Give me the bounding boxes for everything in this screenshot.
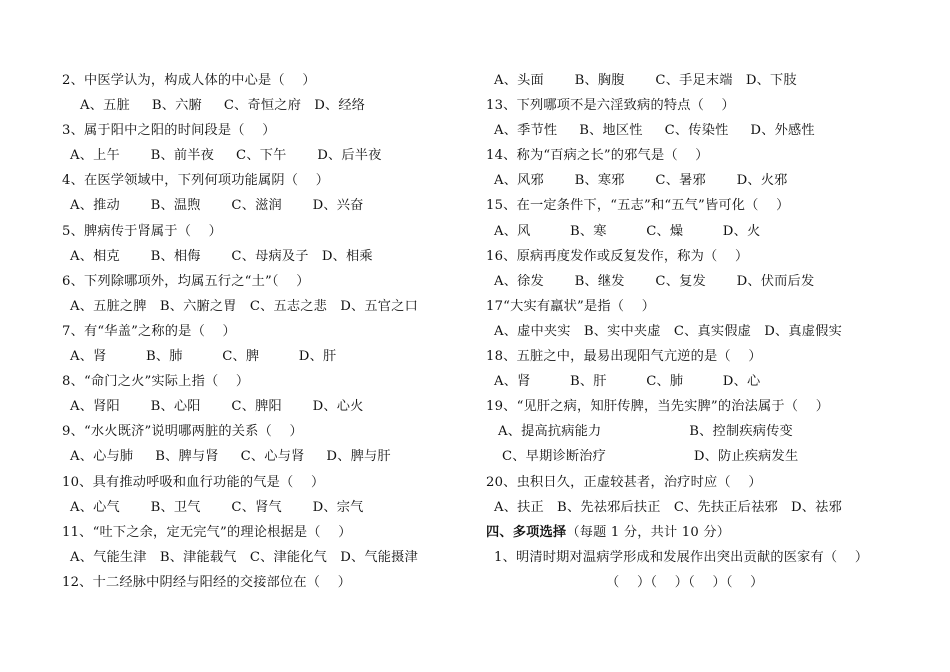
- line-text: 6、下列除哪项外，均属五行之“土”（ ）: [62, 273, 310, 289]
- line-text: 16、原病再度发作或反复发作，称为（ ）: [486, 248, 749, 264]
- line-text: A、徐发 B、继发 C、复发 D、伏而后发: [494, 273, 815, 289]
- line-text: A、虚中夹实 B、实中夹虚 C、真实假虚 D、真虚假实: [494, 323, 842, 339]
- option-line: [486, 419, 926, 444]
- question-line: [486, 244, 926, 269]
- line-text: A、头面 B、胸腹 C、手足末端 D、下肢: [494, 73, 797, 88]
- section-heading: [486, 520, 926, 545]
- line-text: C、早期诊断治疗 D、防止疾病发生: [502, 449, 799, 465]
- option-line: [486, 319, 926, 344]
- line-text: 12、十二经脉中阴经与阳经的交接部位在（ ）: [62, 574, 352, 590]
- line-text: 20、虫积日久，正虚较甚者，治疗时应（ ）: [486, 474, 762, 490]
- line-text: A、五脏 B、六腑 C、奇恒之府 D、经络: [80, 98, 366, 114]
- line-text: A、心气 B、卫气 C、肾气 D、宗气: [70, 499, 364, 515]
- line-text: A、推动 B、温煦 C、滋润 D、兴奋: [70, 198, 364, 214]
- line-text: A、肾 B、肝 C、肺 D、心: [494, 374, 761, 390]
- line-text: A、心与肺 B、脾与肾 C、心与肾 D、脾与肝: [70, 449, 391, 465]
- line-text: 8、“命门之火”实际上指（ ）: [62, 374, 250, 390]
- option-line: [486, 495, 926, 520]
- line-text: A、扶正 B、先祛邪后扶正 C、先扶正后祛邪 D、祛邪: [494, 499, 842, 515]
- option-line: [62, 394, 467, 419]
- line-text: A、提高抗病能力 B、控制疾病传变: [498, 424, 793, 440]
- option-line: [62, 294, 467, 319]
- section-title: 四、多项选择: [486, 524, 567, 540]
- question-line: [62, 369, 467, 394]
- line-text: 1、明清时期对温病学形成和发展作出突出贡献的医家有（ ）: [494, 549, 869, 565]
- question-line: [62, 68, 467, 93]
- line-text: （ ）（ ）（ ）（ ）: [606, 574, 764, 590]
- line-text: 19、“见肝之病，知肝传脾，当先实脾”的治法属于（ ）: [486, 399, 830, 415]
- option-line: [486, 570, 926, 595]
- question-line: [486, 143, 926, 168]
- line-text: 5、脾病传于肾属于（ ）: [62, 223, 223, 239]
- question-line: [486, 193, 926, 218]
- option-line: [62, 444, 467, 469]
- line-text: 18、五脏之中，最易出现阳气亢逆的是（ ）: [486, 349, 762, 365]
- line-text: A、肾 B、肺 C、脾 D、肝: [70, 349, 337, 365]
- question-line: [62, 470, 467, 495]
- line-text: 7、有“华盖”之称的是（ ）: [62, 323, 236, 339]
- option-line: [486, 269, 926, 294]
- option-line: [62, 143, 467, 168]
- option-line: [62, 344, 467, 369]
- option-line: [486, 118, 926, 143]
- option-line: [486, 68, 926, 93]
- line-text: A、五脏之脾 B、六腑之胃 C、五志之悲 D、五官之口: [70, 298, 418, 314]
- line-text: 2、中医学认为，构成人体的中心是（ ）: [62, 73, 316, 88]
- question-line: [486, 394, 926, 419]
- question-line: [62, 319, 467, 344]
- line-text: 15、在一定条件下，“五志”和“五气”皆可化（ ）: [486, 198, 790, 214]
- line-text: 14、称为“百病之长”的邪气是（ ）: [486, 148, 709, 164]
- option-line: [486, 168, 926, 193]
- question-line: [62, 168, 467, 193]
- line-text: 3、属于阳中之阳的时间段是（ ）: [62, 123, 276, 139]
- line-text: A、相克 B、相侮 C、母病及子 D、相乘: [70, 248, 373, 264]
- question-line: [62, 269, 467, 294]
- line-text: 11、“吐下之余，定无完气”的理论根据是（ ）: [62, 524, 352, 540]
- option-line: [486, 444, 926, 469]
- line-text: A、风邪 B、寒邪 C、暑邪 D、火邪: [494, 173, 788, 189]
- option-line: [62, 545, 467, 570]
- question-line: [62, 219, 467, 244]
- option-line: [62, 244, 467, 269]
- question-line: [486, 344, 926, 369]
- option-line: [62, 193, 467, 218]
- question-line: [486, 294, 926, 319]
- option-line: [62, 93, 467, 118]
- option-line: [486, 369, 926, 394]
- right-column: [486, 68, 926, 595]
- line-text: 17“大实有羸状”是指（ ）: [486, 298, 656, 314]
- question-line: [486, 93, 926, 118]
- option-line: [486, 219, 926, 244]
- line-text: A、肾阳 B、心阳 C、脾阳 D、心火: [70, 399, 364, 415]
- left-column: [62, 68, 467, 595]
- section-scoring: （每题 1 分，共计 10 分）: [566, 524, 731, 540]
- line-text: 10、具有推动呼吸和血行功能的气是（ ）: [62, 474, 325, 490]
- question-line: [62, 419, 467, 444]
- question-line: [62, 570, 467, 595]
- line-text: A、风 B、寒 C、燥 D、火: [494, 223, 761, 239]
- question-line: [486, 470, 926, 495]
- line-text: 9、“水火既济”说明哪两脏的关系（ ）: [62, 424, 303, 440]
- option-line: [62, 495, 467, 520]
- line-text: A、上午 B、前半夜 C、下午 D、后半夜: [70, 148, 382, 164]
- line-text: A、气能生津 B、津能载气 C、津能化气 D、气能摄津: [70, 549, 418, 565]
- question-line: [486, 545, 926, 570]
- question-line: [62, 520, 467, 545]
- question-line: [62, 118, 467, 143]
- line-text: 13、下列哪项不是六淫致病的特点（ ）: [486, 98, 735, 114]
- line-text: 4、在医学领域中，下列何项功能属阴（ ）: [62, 173, 330, 189]
- line-text: A、季节性 B、地区性 C、传染性 D、外感性: [494, 123, 815, 139]
